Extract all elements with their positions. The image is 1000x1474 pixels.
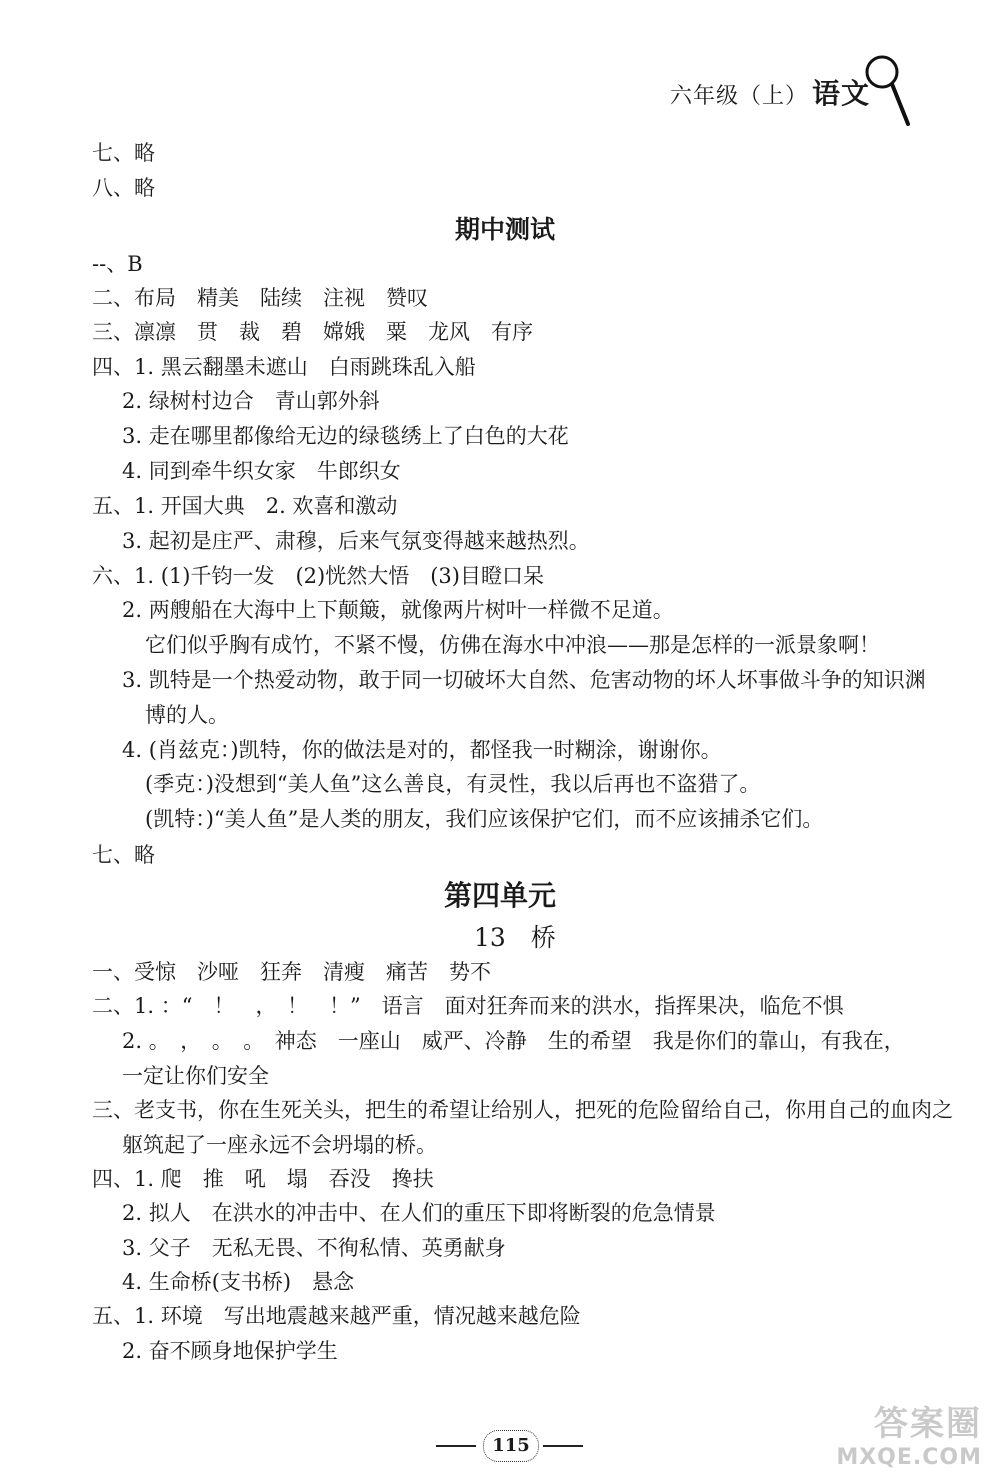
answer-line: 七、略 <box>92 141 155 165</box>
answer-line: 博的人。 <box>145 703 229 727</box>
section-title-midterm: 期中测试 <box>455 215 556 244</box>
answer-line: 三、老支书，你在生死关头，把生的希望让给别人，把死的危险留给自己，你用自己的血肉之 <box>92 1098 953 1122</box>
answer-line: 二、1. ：“ ！ ， ！ ！” 语言 面对狂奔而来的洪水，指挥果决，临危不惧 <box>92 994 844 1018</box>
answer-line: 一定让你们安全 <box>122 1064 269 1088</box>
page-number-dash-left <box>436 1445 476 1447</box>
grade-label: 六年级（上） <box>669 84 808 109</box>
watermark-logo-text: 答案圈 <box>874 1404 982 1444</box>
answer-line: 2. 拟人 在洪水的冲击中、在人们的重压下即将断裂的危急情景 <box>122 1201 716 1225</box>
watermark-url: MXQE.COM <box>836 1445 982 1470</box>
answer-line: 3. 起初是庄严、肃穆，后来气氛变得越来越热烈。 <box>122 529 590 553</box>
answer-line: 八、略 <box>92 176 155 200</box>
answer-line: --、B <box>92 252 143 276</box>
answer-line: 2. 绿树村边合 青山郭外斜 <box>122 389 380 413</box>
answer-line: 五、1. 环境 写出地震越来越严重，情况越来越危险 <box>92 1304 581 1328</box>
answer-line: 二、布局 精美 陆续 注视 赞叹 <box>92 286 428 310</box>
answer-line: 它们似乎胸有成竹，不紧不慢，仿佛在海水中冲浪——那是怎样的一派景象啊！ <box>145 633 880 657</box>
answer-line: (凯特：)“美人鱼”是人类的朋友，我们应该保护它们，而不应该捕杀它们。 <box>145 807 824 831</box>
unit-title: 第四单元 <box>444 879 557 912</box>
answer-line: 五、1. 开国大典 2. 欢喜和激动 <box>92 494 398 518</box>
answer-line: 3. 父子 无私无畏、不徇私情、英勇献身 <box>122 1236 506 1260</box>
answer-line: 躯筑起了一座永远不会坍塌的桥。 <box>122 1133 437 1157</box>
lesson-title: 13 桥 <box>474 923 556 952</box>
answer-line: 四、1. 爬 推 吼 塌 吞没 搀扶 <box>92 1167 434 1191</box>
answer-line: 2. 奋不顾身地保护学生 <box>122 1339 338 1363</box>
answer-line: 三、凛凛 贯 裁 碧 嫦娥 粟 龙风 有序 <box>92 320 533 344</box>
answer-line: 四、1. 黑云翻墨未遮山 白雨跳珠乱入船 <box>92 355 476 379</box>
page-number-dash-right <box>543 1445 583 1447</box>
page-number: 115 <box>483 1430 539 1462</box>
answer-line: 3. 走在哪里都像给无边的绿毯绣上了白色的大花 <box>122 424 569 448</box>
answer-line: (季克：)没想到“美人鱼”这么善良，有灵性，我以后再也不盗猎了。 <box>145 772 761 796</box>
answer-line: 4. 生命桥(支书桥) 悬念 <box>122 1270 355 1294</box>
answer-line: 七、略 <box>92 843 155 867</box>
answer-line: 六、1. (1)千钧一发 (2)恍然大悟 (3)目瞪口呆 <box>92 564 544 588</box>
watermark <box>836 1396 982 1470</box>
answer-line: 4. 同到牵牛织女家 牛郎织女 <box>122 459 401 483</box>
answer-line: 2. 。 ， 。 。 神态 一座山 威严、冷静 生的希望 我是你们的靠山，有我在， <box>122 1029 905 1053</box>
answer-line: 4. (肖兹克：)凯特，你的做法是对的，都怪我一时糊涂，谢谢你。 <box>122 738 722 762</box>
answer-line: 2. 两艘船在大海中上下颠簸，就像两片树叶一样微不足道。 <box>122 598 674 622</box>
answer-line: 一、受惊 沙哑 狂奔 清瘦 痛苦 势不 <box>92 960 491 984</box>
answer-line: 3. 凯特是一个热爱动物，敢于同一切破坏大自然、危害动物的坏人坏事做斗争的知识渊 <box>122 668 926 692</box>
page-header <box>670 72 870 112</box>
magnifier-icon <box>862 50 912 128</box>
subject-label: 语文 <box>811 77 870 110</box>
